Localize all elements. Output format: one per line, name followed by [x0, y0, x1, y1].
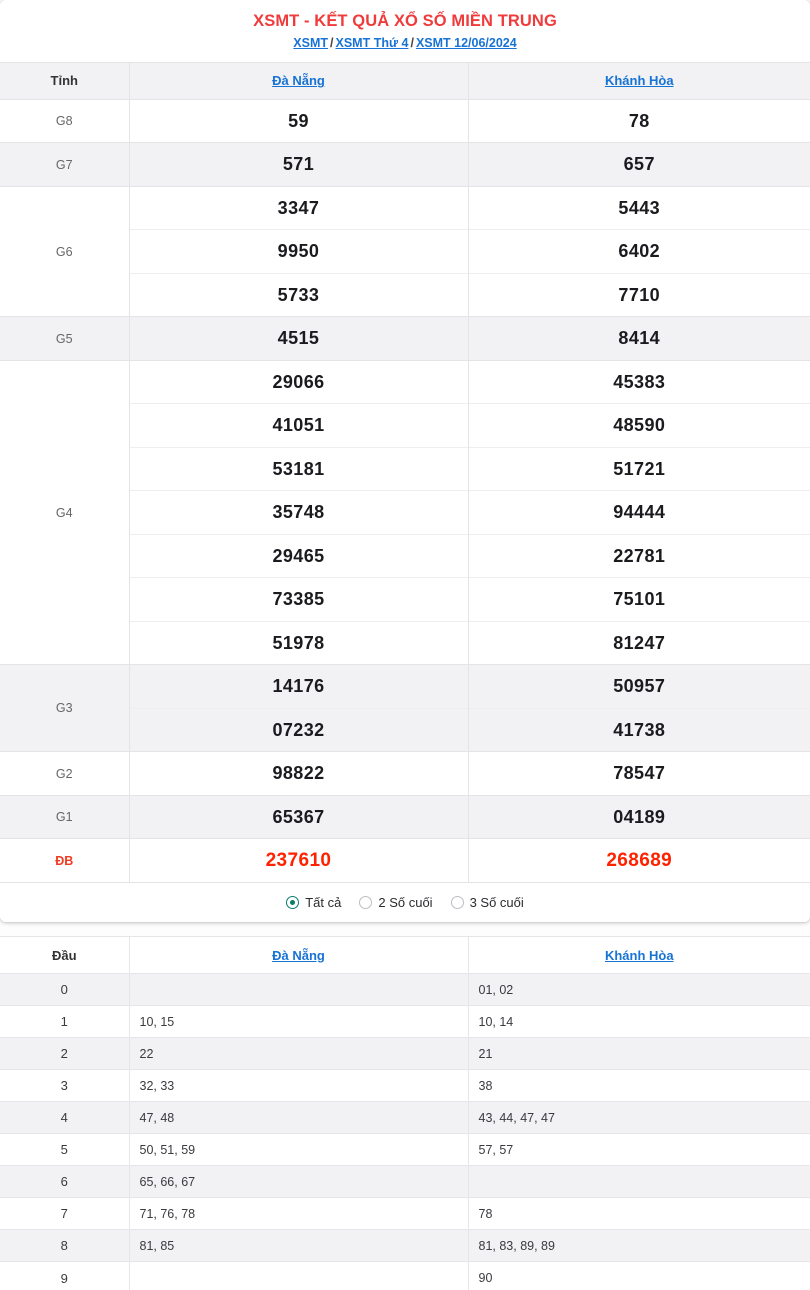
- prize-label: G1: [0, 795, 129, 839]
- prize-number-khanhhoa: 78547: [468, 752, 810, 796]
- head-digit-values-danang: 50, 51, 59: [129, 1134, 468, 1166]
- head-digit-values-khanhhoa: [468, 1166, 810, 1198]
- head-digit-values-khanhhoa: 38: [468, 1070, 810, 1102]
- prize-number-danang: 73385: [129, 578, 468, 622]
- table-row: [0, 752, 810, 796]
- prize-number-khanhhoa: 51721: [468, 447, 810, 491]
- prize-number-danang: 571: [129, 143, 468, 187]
- prize-number-danang: 07232: [129, 708, 468, 752]
- head-table-header-row: [0, 937, 810, 974]
- prize-number-khanhhoa: 75101: [468, 578, 810, 622]
- prize-number-khanhhoa: 41738: [468, 708, 810, 752]
- head-digits-table: [0, 936, 810, 1290]
- column-header-khanhhoa: [468, 62, 810, 99]
- prize-label: G4: [0, 360, 129, 665]
- prize-results-table: [0, 62, 810, 883]
- head-digits-body: [0, 974, 810, 1290]
- head-digit-values-danang: 71, 76, 78: [129, 1198, 468, 1230]
- prize-number-khanhhoa: 268689: [468, 839, 810, 883]
- breadcrumb-link-date[interactable]: XSMT 12/06/2024: [415, 35, 517, 50]
- column-header-head: Đầu: [0, 937, 129, 974]
- prize-number-khanhhoa: 04189: [468, 795, 810, 839]
- head-digit-key: 5: [0, 1134, 129, 1166]
- prize-number-danang: 65367: [129, 795, 468, 839]
- digit-filter-bar: [0, 882, 810, 922]
- radio-icon-2-digits[interactable]: [359, 896, 372, 909]
- list-item: [0, 1166, 810, 1198]
- table-row: [0, 99, 810, 143]
- table-row: [0, 186, 810, 230]
- prize-number-danang: 14176: [129, 665, 468, 709]
- prize-number-khanhhoa: 48590: [468, 404, 810, 448]
- prize-number-khanhhoa: 94444: [468, 491, 810, 535]
- head-digit-values-danang: 10, 15: [129, 1006, 468, 1038]
- prize-number-khanhhoa: 78: [468, 99, 810, 143]
- filter-label-3-digits: 3 Số cuối: [469, 895, 524, 911]
- head-digit-key: 2: [0, 1038, 129, 1070]
- list-item: [0, 974, 810, 1006]
- table-header-row: [0, 62, 810, 99]
- prize-number-danang: 9950: [129, 230, 468, 274]
- prize-label: G2: [0, 752, 129, 796]
- prize-number-khanhhoa: 6402: [468, 230, 810, 274]
- list-item: [0, 1230, 810, 1262]
- head-digit-values-danang: 32, 33: [129, 1070, 468, 1102]
- prize-number-danang: 35748: [129, 491, 468, 535]
- prize-number-danang: 59: [129, 99, 468, 143]
- head-digit-values-danang: 47, 48: [129, 1102, 468, 1134]
- head-digit-values-khanhhoa: 90: [468, 1262, 810, 1290]
- prize-number-danang: 53181: [129, 447, 468, 491]
- prize-number-khanhhoa: 657: [468, 143, 810, 187]
- table-row: [0, 795, 810, 839]
- prize-number-danang: 4515: [129, 317, 468, 361]
- column-header-danang: [129, 62, 468, 99]
- list-item: [0, 1038, 810, 1070]
- head-digit-values-danang: [129, 974, 468, 1006]
- head-digit-values-khanhhoa: 81, 83, 89, 89: [468, 1230, 810, 1262]
- list-item: [0, 1134, 810, 1166]
- list-item: [0, 1262, 810, 1290]
- list-item: [0, 1198, 810, 1230]
- prize-number-khanhhoa: 45383: [468, 360, 810, 404]
- card-header: [0, 0, 810, 62]
- page-title: XSMT - KẾT QUẢ XỔ SỐ MIỀN TRUNG: [253, 12, 557, 30]
- filter-label-2-digits: 2 Số cuối: [378, 895, 433, 911]
- prize-number-khanhhoa: 8414: [468, 317, 810, 361]
- prize-label: G5: [0, 317, 129, 361]
- table-row: [0, 665, 810, 709]
- head-digit-values-danang: 65, 66, 67: [129, 1166, 468, 1198]
- prize-label: ĐB: [0, 839, 129, 883]
- head-digit-key: 9: [0, 1262, 129, 1290]
- head-digit-key: 8: [0, 1230, 129, 1262]
- breadcrumb: [0, 36, 810, 52]
- head-digit-key: 7: [0, 1198, 129, 1230]
- breadcrumb-link-weekday[interactable]: XSMT Thứ 4: [335, 35, 409, 50]
- prize-label: G7: [0, 143, 129, 187]
- prize-number-danang: 41051: [129, 404, 468, 448]
- filter-option-2-digits[interactable]: [359, 895, 432, 910]
- prize-label: G3: [0, 665, 129, 752]
- head-digit-values-khanhhoa: 10, 14: [468, 1006, 810, 1038]
- table-row: [0, 839, 810, 883]
- province-link-khanhhoa[interactable]: Khánh Hòa: [604, 73, 674, 89]
- radio-icon-3-digits[interactable]: [451, 896, 464, 909]
- prize-number-khanhhoa: 81247: [468, 621, 810, 665]
- table-row: [0, 360, 810, 404]
- head-digit-key: 6: [0, 1166, 129, 1198]
- prize-label: G8: [0, 99, 129, 143]
- head-province-link-danang[interactable]: Đà Nẵng: [272, 947, 325, 963]
- prize-number-danang: 237610: [129, 839, 468, 883]
- head-digit-key: 1: [0, 1006, 129, 1038]
- prize-rows-body: [0, 99, 810, 882]
- breadcrumb-separator-2: /: [410, 35, 414, 50]
- prize-number-khanhhoa: 7710: [468, 273, 810, 317]
- head-digit-values-danang: [129, 1262, 468, 1290]
- head-digit-key: 3: [0, 1070, 129, 1102]
- radio-icon-all[interactable]: [286, 896, 299, 909]
- column-header-province: Tỉnh: [0, 62, 129, 99]
- filter-option-all[interactable]: [286, 895, 341, 910]
- head-province-link-khanhhoa[interactable]: Khánh Hòa: [604, 947, 674, 963]
- head-digit-values-danang: 22: [129, 1038, 468, 1070]
- head-digit-values-danang: 81, 85: [129, 1230, 468, 1262]
- table-row: [0, 143, 810, 187]
- breadcrumb-link-region[interactable]: XSMT: [293, 35, 329, 50]
- prize-number-khanhhoa: 50957: [468, 665, 810, 709]
- prize-label: G6: [0, 186, 129, 317]
- filter-label-all: Tất cả: [305, 895, 342, 911]
- head-digit-values-khanhhoa: 57, 57: [468, 1134, 810, 1166]
- column-header-head-danang: [129, 937, 468, 974]
- list-item: [0, 1006, 810, 1038]
- head-digit-key: 0: [0, 974, 129, 1006]
- list-item: [0, 1102, 810, 1134]
- prize-number-khanhhoa: 22781: [468, 534, 810, 578]
- list-item: [0, 1070, 810, 1102]
- section-spacer: [0, 922, 810, 936]
- head-digit-values-khanhhoa: 43, 44, 47, 47: [468, 1102, 810, 1134]
- prize-number-danang: 98822: [129, 752, 468, 796]
- prize-number-danang: 29066: [129, 360, 468, 404]
- prize-number-danang: 5733: [129, 273, 468, 317]
- head-digit-values-khanhhoa: 01, 02: [468, 974, 810, 1006]
- filter-option-3-digits[interactable]: [451, 895, 524, 910]
- table-row: [0, 317, 810, 361]
- prize-number-danang: 3347: [129, 186, 468, 230]
- head-digit-key: 4: [0, 1102, 129, 1134]
- head-digit-values-khanhhoa: 78: [468, 1198, 810, 1230]
- prize-number-danang: 29465: [129, 534, 468, 578]
- breadcrumb-separator-1: /: [330, 35, 334, 50]
- head-digit-values-khanhhoa: 21: [468, 1038, 810, 1070]
- province-link-danang[interactable]: Đà Nẵng: [272, 73, 325, 89]
- prize-number-khanhhoa: 5443: [468, 186, 810, 230]
- prize-number-danang: 51978: [129, 621, 468, 665]
- column-header-head-khanhhoa: [468, 937, 810, 974]
